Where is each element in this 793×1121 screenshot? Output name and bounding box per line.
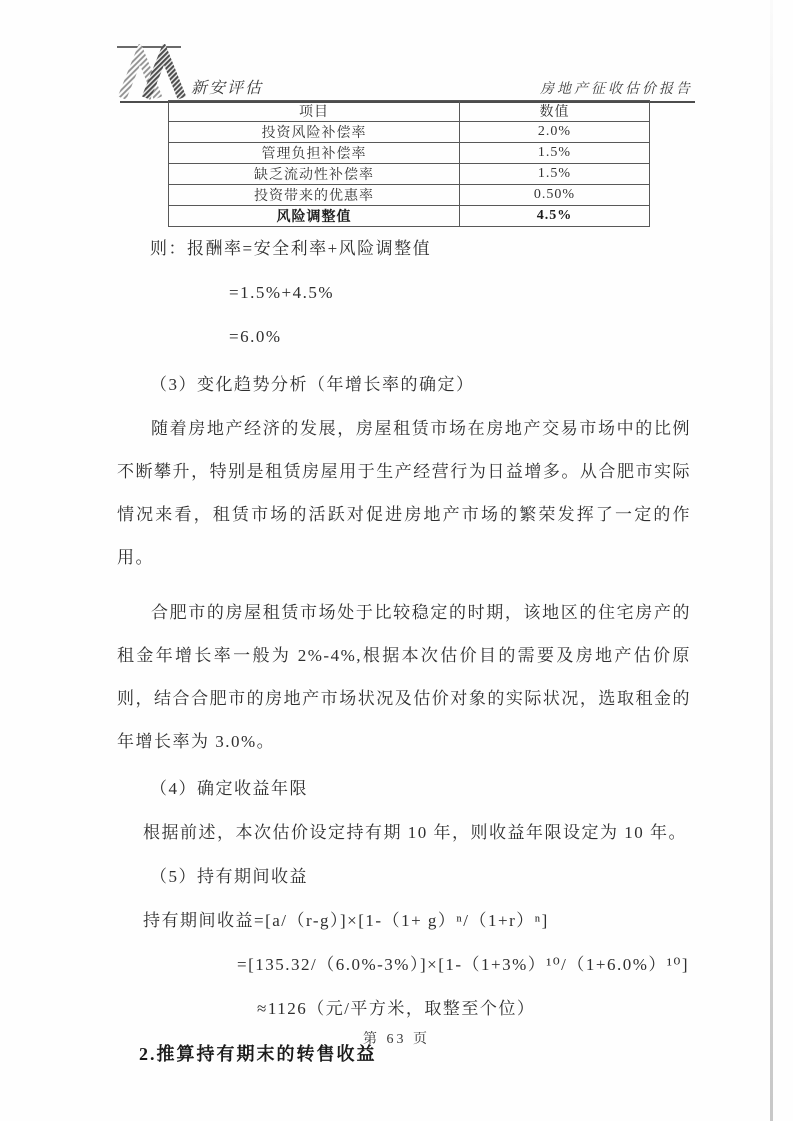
para-market-trend: 随着房地产经济的发展，房屋租赁市场在房地产交易市场中的比例不断攀升，特别是租赁房屋用于生产经营行为日益增多。从合肥市实际情况来看，租赁市场的活跃对促进房地产市场的繁荣发挥了一定的作用。: [117, 419, 691, 567]
section3-heading: （3）变化趋势分析（年增长率的确定）: [150, 375, 475, 394]
table-header-item: 项目: [169, 101, 460, 122]
table-cell-item: 投资带来的优惠率: [169, 185, 460, 206]
table-row: [169, 206, 650, 227]
table-cell-value: 1.5%: [460, 164, 650, 185]
para-growth-rate: 合肥市的房屋租赁市场处于比较稳定的时期，该地区的住宅房产的租金年增长率一般为 2%-4%,根据本次估价目的需要及房地产估价原则，结合合肥市的房地产市场状况及估价对象的实际状况，选取租金的年增长率为 3.0%。: [117, 603, 691, 751]
table-cell-item: 风险调整值: [169, 206, 460, 227]
table-header-value: 数值: [460, 101, 650, 122]
table-row: [169, 122, 650, 143]
m-logo-icon: [115, 44, 187, 100]
table-cell-item: 缺乏流动性补偿率: [169, 164, 460, 185]
scan-edge-shadow: [770, 0, 773, 1121]
holding-income-formula: 持有期间收益=[a/（r-g）]×[1-（1+ g）ⁿ/（1+r）ⁿ]: [143, 911, 549, 930]
risk-rate-table: [168, 100, 650, 227]
reward-rate-formula: 则：报酬率=安全利率+风险调整值: [150, 239, 432, 258]
reward-rate-step: =1.5%+4.5%: [229, 283, 334, 302]
table-cell-value: 1.5%: [460, 143, 650, 164]
table-cell-value: 4.5%: [460, 206, 650, 227]
holding-income-result: ≈1126（元/平方米，取整至个位）: [257, 999, 536, 1018]
risk-rate-table-body: [169, 101, 650, 227]
table-cell-item: 管理负担补偿率: [169, 143, 460, 164]
table-row: [169, 164, 650, 185]
page-header: [115, 44, 695, 100]
brand-name: 新安评估: [191, 80, 264, 97]
table-cell-value: 2.0%: [460, 122, 650, 143]
body-content: [117, 227, 691, 1077]
section4-heading: （4）确定收益年限: [150, 779, 308, 798]
doc-title: 房地产征收估价报告: [540, 82, 693, 97]
company-logo: [115, 44, 187, 100]
section5-heading: （5）持有期间收益: [150, 867, 308, 886]
table-row: [169, 101, 650, 122]
section2-bold-heading: 2.推算持有期末的转售收益: [139, 1044, 377, 1064]
table-cell-item: 投资风险补偿率: [169, 122, 460, 143]
table-cell-value: 0.50%: [460, 185, 650, 206]
reward-rate-result: =6.0%: [229, 327, 282, 346]
para-holding-period: 根据前述，本次估价设定持有期 10 年，则收益年限设定为 10 年。: [143, 823, 687, 842]
table-row: [169, 143, 650, 164]
page-number: 第 63 页: [363, 1032, 430, 1047]
holding-income-calc: =[135.32/（6.0%-3%）]×[1-（1+3%）¹⁰/（1+6.0%）¹⁰]: [237, 955, 689, 974]
table-row: [169, 185, 650, 206]
